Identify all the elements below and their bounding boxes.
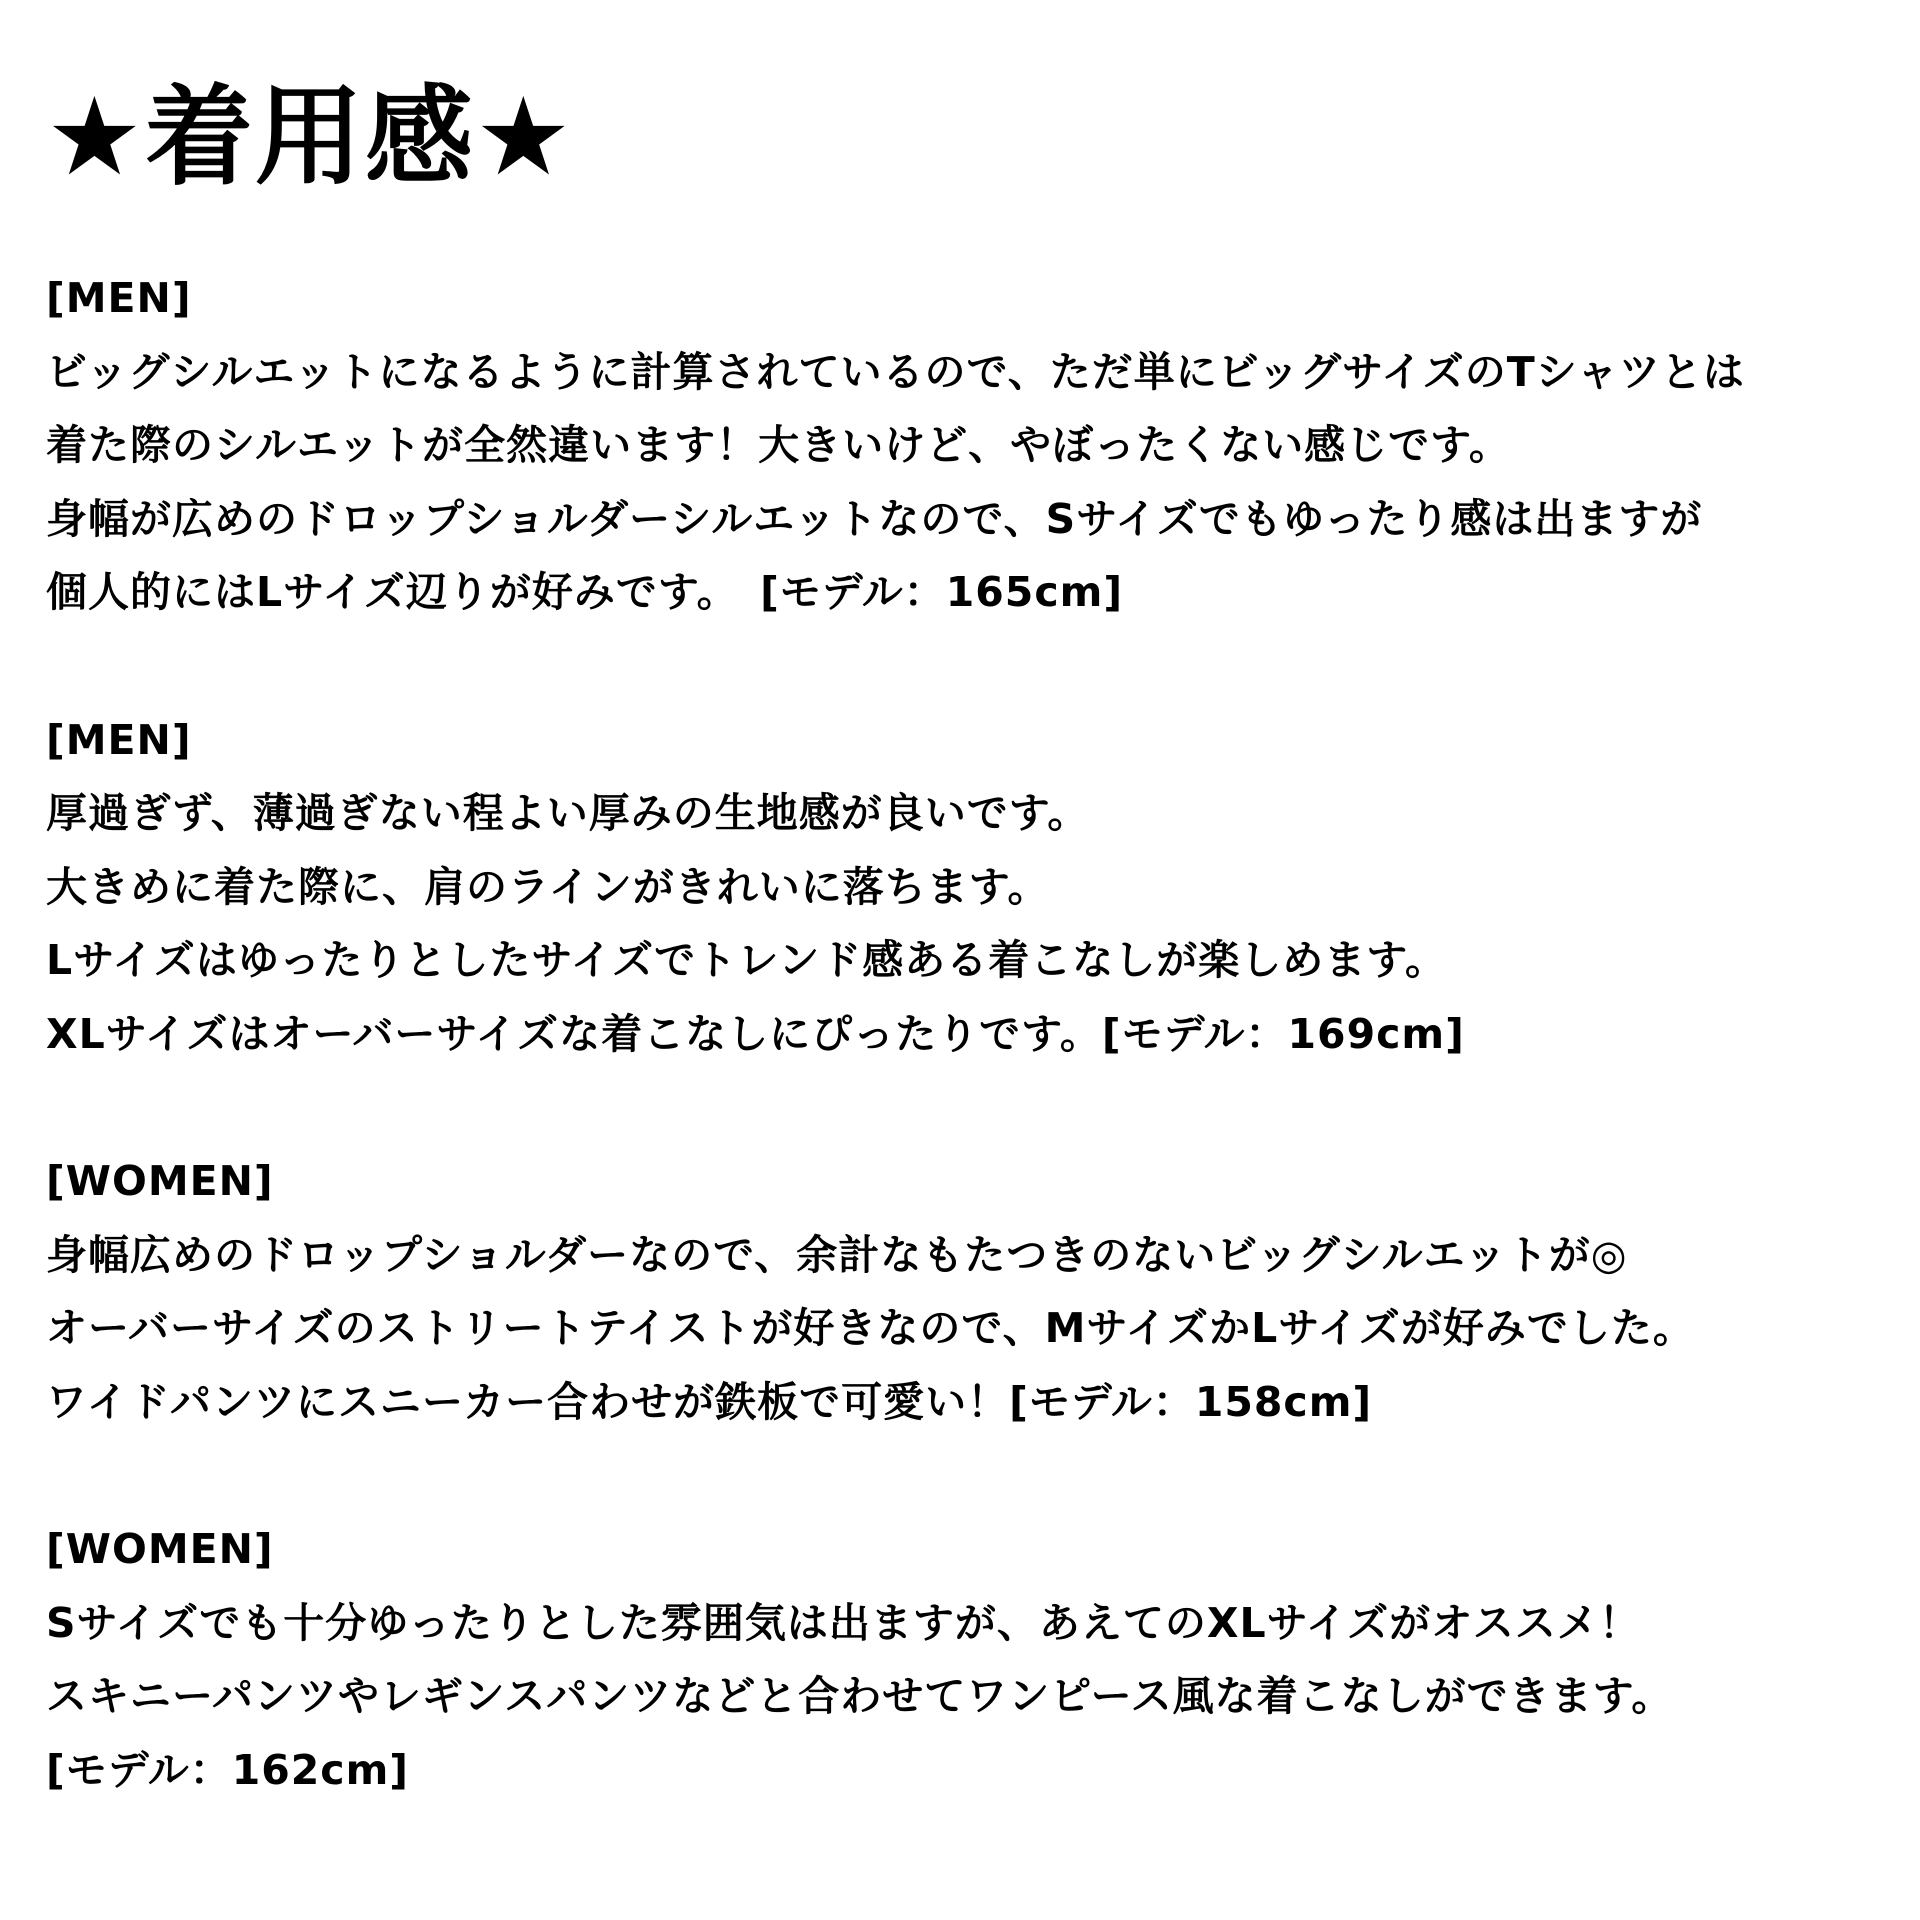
section-heading: [WOMEN] <box>46 1157 274 1205</box>
review-line: 身幅広めのドロップショルダーなので、余計なもたつきのないビッグシルエットが◎ <box>46 1230 1628 1279</box>
review-line: 着た際のシルエットが全然違います！大きいけど、やぼったくない感じです。 <box>46 421 1511 469</box>
review-section-women-2 <box>46 1513 1886 1807</box>
review-line: 個人的にはLサイズ辺りが好みです。 [モデル：165cm] <box>46 568 1124 616</box>
review-section-men-1 <box>46 262 1886 630</box>
review-section-men-2 <box>46 704 1886 1072</box>
review-line: [モデル：162cm] <box>46 1745 410 1794</box>
section-heading: [MEN] <box>46 274 192 322</box>
review-line: Sサイズでも十分ゆったりとした雰囲気は出ますが、あえてのXLサイズがオススメ！ <box>46 1598 1641 1647</box>
section-heading: [WOMEN] <box>46 1525 274 1573</box>
review-line: 身幅が広めのドロップショルダーシルエットなので、Sサイズでもゆったり感は出ますが <box>46 494 1703 543</box>
section-heading: [MEN] <box>46 715 192 764</box>
review-line: ビッグシルエットになるように計算されているので、ただ単にビッグサイズのTシャツとは <box>46 347 1745 396</box>
review-line: ワイドパンツにスニーカー合わせが鉄板で可愛い！[モデル：158cm] <box>46 1377 1373 1426</box>
review-line: XLサイズはオーバーサイズな着こなしにぴったりです。[モデル：169cm] <box>46 1009 1465 1058</box>
review-line: Lサイズはゆったりとしたサイズでトレンド感ある着こなしが楽しめます。 <box>46 936 1448 984</box>
review-line: 大きめに着た際に、肩のラインがきれいに落ちます。 <box>46 862 1050 911</box>
review-section-women-1 <box>46 1145 1886 1439</box>
review-line: 厚過ぎず、薄過ぎない程よい厚みの生地感が良いです。 <box>46 789 1090 837</box>
page-title: ★着用感★ <box>46 75 574 200</box>
review-page <box>46 75 1886 1881</box>
review-line: オーバーサイズのストリートテイストが好きなので、MサイズかLサイズが好みでした。 <box>46 1304 1695 1352</box>
review-line: スキニーパンツやレギンスパンツなどと合わせてワンピース風な着こなしができます。 <box>46 1672 1674 1720</box>
